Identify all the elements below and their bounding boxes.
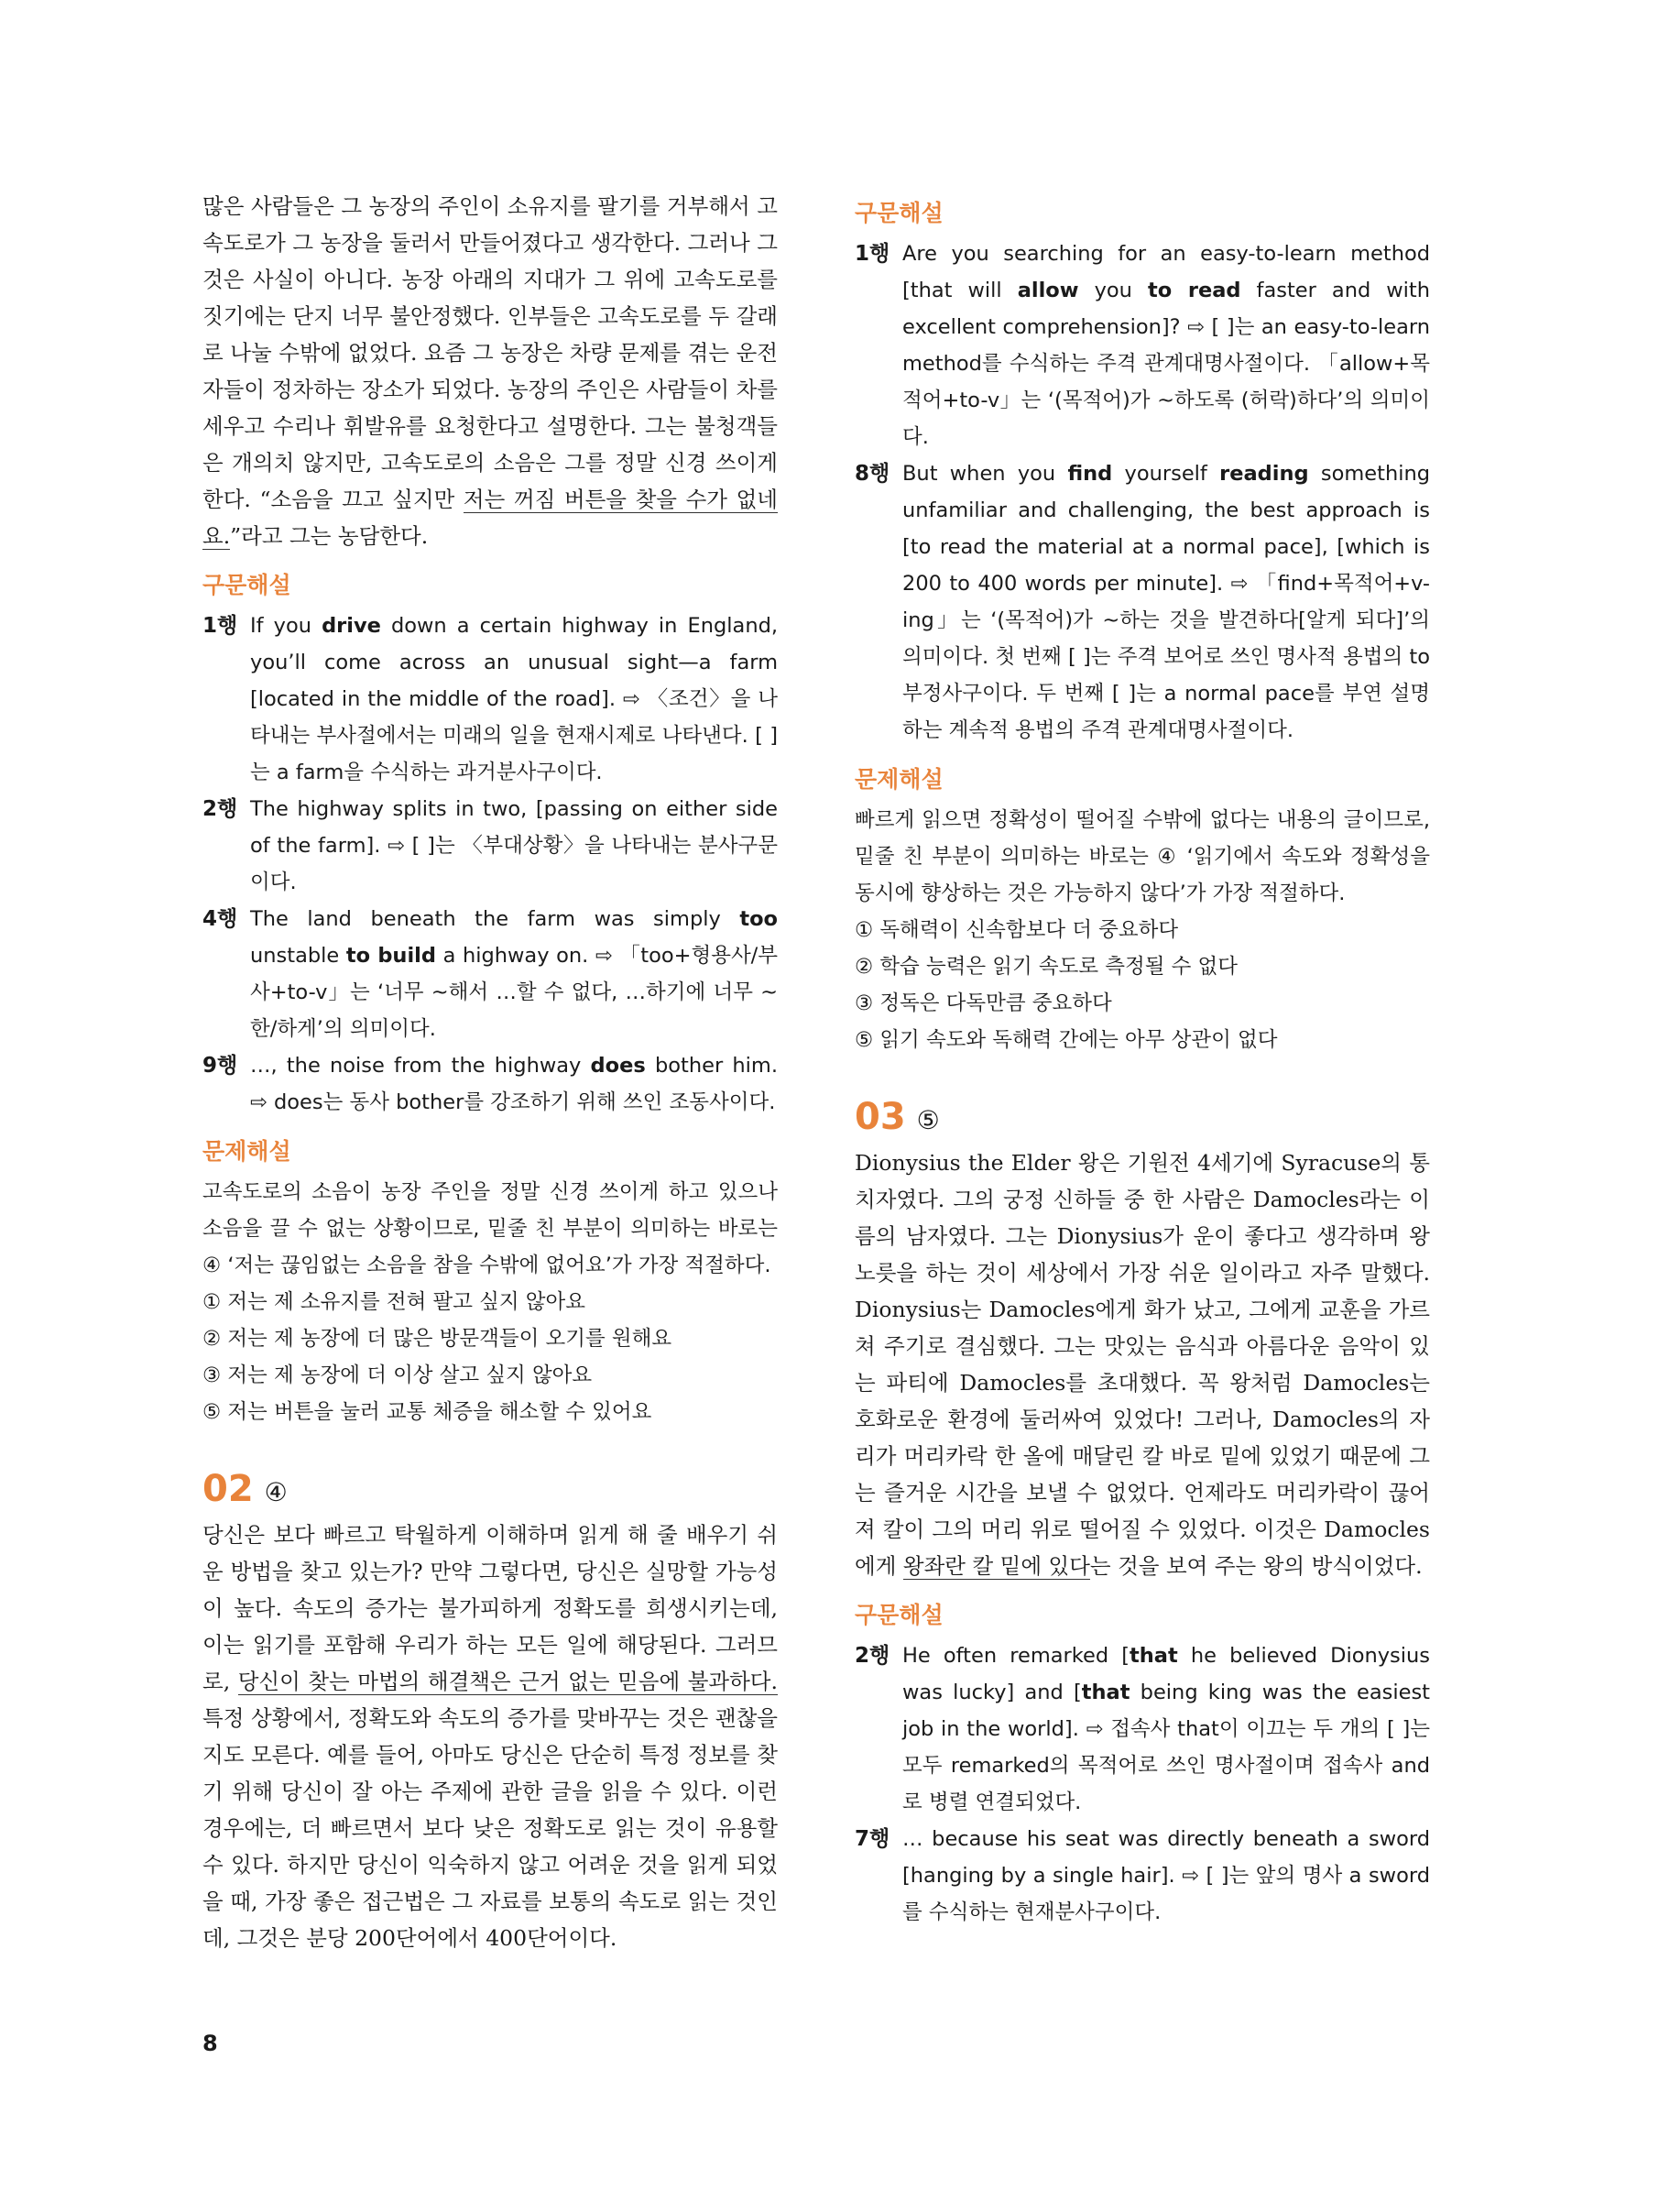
keyword: that <box>1081 1681 1130 1704</box>
grammar-note <box>202 791 778 901</box>
q02-problem-text: 빠르게 읽으면 정확성이 떨어질 수밖에 없다는 내용의 글이므로, 밑줄 친 부분이 의미하는 바로는 ④ ‘읽기에서 속도와 정확성을 동시에 향상하는 것은 가능하지 않다’가 가장 적절하다. <box>855 808 1430 905</box>
q03-grammar-title: 구문해설 <box>855 1602 944 1628</box>
grammar-note <box>202 901 778 1047</box>
q02-option-1: ① 독해력이 신속함보다 더 중요하다 <box>855 918 1179 942</box>
q01-grammar-title: 구문해설 <box>202 572 291 598</box>
right-column <box>855 188 1430 1931</box>
q01-problem-text: 고속도로의 소음이 농장 주인을 정말 신경 쓰이게 하고 있으나 소음을 끌 수 없는 상황이므로, 밑줄 친 부분이 의미하는 바로는 ④ ‘저는 끊임없는 소음을 참을 수밖에 없어요’가 가장 적절하다. <box>202 1180 778 1277</box>
note-fragment: Are you searching for an easy-to-learn method [that will <box>902 242 1430 302</box>
note-line-label: 2행 <box>202 797 238 821</box>
note-fragment: you <box>1078 279 1148 302</box>
q02-translation: 당신은 보다 빠르고 탁월하게 이해하며 읽게 해 줄 배우기 쉬운 방법을 찾고 있는가? 만약 그렇다면, 당신은 실망할 가능성이 높다. 속도의 증가는 불가피하게 정확도를 희생시키는데, 이는 읽기를 포함해 우리가 하는 모든 일에 해당된다. 그러므로, 당신이 찾는 마법의 해결책은 근거 없는 믿음에 불과하다. 특정 상황에서, 정확도와 속도의 증가를 맞바꾸는 것은 괜찮을지도 모른다. 예를 들어, 아마도 당신은 단순히 특정 정보를 찾기 위해 당신이 잘 아는 주제에 관한 글을 읽을 수 있다. 이런 경우에는, 더 빠르면서 보다 낮은 정확도로 읽는 것이 유용할 수 있다. 하지만 당신이 익숙하지 않고 어려운 것을 읽게 되었을 때, 가장 좋은 접근법은 그 자료를 보통의 속도로 읽는 것인데, 그것은 분당 200단어에서 400단어이다. <box>202 1522 778 1951</box>
q02-option-5: ⑤ 읽기 속도와 독해력 간에는 아무 상관이 없다 <box>855 1028 1278 1052</box>
q01-problem-title: 문제해설 <box>202 1138 291 1165</box>
q01-option-5: ⑤ 저는 버튼을 눌러 교통 체증을 해소할 수 있어요 <box>202 1400 652 1424</box>
note-line-label: 4행 <box>202 907 238 931</box>
note-line-label: 8행 <box>855 462 890 486</box>
keyword: allow <box>1017 279 1079 302</box>
note-line-label: 1행 <box>855 242 890 266</box>
q03-number: 03 <box>855 1096 906 1138</box>
note-text <box>250 608 778 791</box>
note-fragment: unstable <box>250 944 346 968</box>
underlined-phrase: 저는 꺼짐 버튼을 찾을 수가 없네요. <box>202 487 778 549</box>
q02-option-2: ② 학습 능력은 읽기 속도로 측정될 수 없다 <box>855 955 1238 979</box>
grammar-note <box>855 235 1430 455</box>
note-fragment: …, the noise from the highway <box>250 1054 591 1078</box>
grammar-note <box>202 1047 778 1121</box>
note-fragment: down a certain highway in England, you’ll come across an unusual sight—a farm [located in the middle of the road]. ⇨ 〈조건〉을 나타내는 부사절에서는 미래의 일을 현재시제로 나타낸다. [ ]는 a farm을 수식하는 과거분사구이다. <box>250 614 779 784</box>
keyword: drive <box>322 614 381 638</box>
q03-notes <box>855 1637 1430 1931</box>
note-fragment: he believed Dionysius was lucky] and [ <box>902 1644 1430 1704</box>
note-fragment: a highway on. ⇨ 「too+형용사/부사+to-v」는 ‘너무 ~해서 …할 수 없다, …하기에 너무 ~한/하게’의 의미이다. <box>250 944 778 1041</box>
grammar-note <box>855 1637 1430 1821</box>
note-text <box>902 235 1430 455</box>
note-fragment: If you <box>250 614 322 638</box>
note-fragment: … because his seat was directly beneath a sword [hanging by a single hair]. ⇨ [ ]는 앞의 명사 a sword를 수식하는 현재분사구이다. <box>902 1827 1430 1924</box>
q02-option-3: ③ 정독은 다독만큼 중요하다 <box>855 991 1112 1015</box>
note-text <box>250 1047 778 1121</box>
note-line-label: 1행 <box>202 614 238 638</box>
note-fragment: The highway splits in two, [passing on either side of the farm]. ⇨ [ ]는 〈부대상황〉을 나타내는 분사구문이다. <box>250 797 778 894</box>
q02-header <box>202 1467 778 1511</box>
note-fragment: faster and with excellent comprehension]? ⇨ [ ]는 an easy-to-learn method를 수식하는 주격 관계대명사절이다. 「allow+목적어+to-v」는 ‘(목적어)가 ~하도록 (허락)하다’의 의미이다. <box>902 279 1430 449</box>
keyword: find <box>1067 462 1113 486</box>
keyword: too <box>739 907 778 931</box>
grammar-note <box>855 1821 1430 1931</box>
q03-answer: ⑤ <box>916 1105 940 1135</box>
note-line-label: 9행 <box>202 1054 238 1078</box>
note-text <box>902 455 1430 749</box>
note-fragment: But when you <box>902 462 1068 486</box>
q02-number: 02 <box>202 1468 254 1510</box>
note-text <box>902 1821 1430 1931</box>
keyword: does <box>590 1054 646 1078</box>
q01-notes <box>202 608 778 1121</box>
keyword: reading <box>1219 462 1309 486</box>
q03-translation: Dionysius the Elder 왕은 기원전 4세기에 Syracuse의 통치자였다. 그의 궁정 신하들 중 한 사람은 Damocles라는 이름의 남자였다. 그는 Dionysius가 운이 좋다고 생각하며 왕 노릇을 하는 것이 세상에서 가장 쉬운 일이라고 자주 말했다. Dionysius는 Damocles에게 화가 났고, 그에게 교훈을 가르쳐 주기로 결심했다. 그는 맛있는 음식과 아름다운 음악이 있는 파티에 Damocles를 초대했다. 꼭 왕처럼 Damocles는 호화로운 환경에 둘러싸여 있었다! 그러나, Damocles의 자리가 머리카락 한 올에 매달린 칼 바로 밑에 있었기 때문에 그는 즐거운 시간을 보낼 수 없었다. 언제라도 머리카락이 끊어져 칼이 그의 머리 위로 떨어질 수 있었다. 이것은 Damocles에게 왕좌란 칼 밑에 있다는 것을 보여 주는 왕의 방식이었다. <box>855 1150 1430 1579</box>
underlined-phrase: 당신이 찾는 마법의 해결책은 근거 없는 믿음에 불과하다. <box>237 1669 778 1694</box>
note-fragment: something unfamiliar and challenging, the best approach is [to read the material at a normal pace], [which is 200 to 400 words per minute]. ⇨ 「find+목적어+v-ing」는 ‘(목적어)가 ~하는 것을 발견하다[알게 되다]’의 의미이다. 첫 번째 [ ]는 주격 보어로 쓰인 명사적 용법의 to부정사구이다. 두 번째 [ ]는 a normal pace를 부연 설명하는 계속적 용법의 주격 관계대명사절이다. <box>902 462 1431 742</box>
q02-answer: ④ <box>264 1477 288 1507</box>
note-fragment: bother him. ⇨ does는 동사 bother를 강조하기 위해 쓰인 조동사이다. <box>250 1054 778 1114</box>
q01-translation: 많은 사람들은 그 농장의 주인이 소유지를 팔기를 거부해서 고속도로가 그 농장을 둘러서 만들어졌다고 생각한다. 그러나 그것은 사실이 아니다. 농장 아래의 지대가 그 위에 고속도로를 짓기에는 단지 너무 불안정했다. 인부들은 고속도로를 두 갈래로 나눌 수밖에 없었다. 요즘 그 농장은 차량 문제를 겪는 운전자들이 정차하는 장소가 되었다. 농장의 주인은 사람들이 차를 세우고 수리나 휘발유를 요청한다고 설명한다. 그는 불청객들은 개의치 않지만, 고속도로의 소음은 그를 정말 신경 쓰이게 한다. “소음을 끄고 싶지만 저는 꺼짐 버튼을 찾을 수가 없네요.”라고 그는 농담한다. <box>202 193 778 549</box>
note-text <box>250 901 778 1047</box>
keyword: that <box>1130 1644 1178 1668</box>
note-fragment: The land beneath the farm was simply <box>250 907 740 931</box>
note-line-label: 7행 <box>855 1827 890 1851</box>
q01-option-1: ① 저는 제 소유지를 전혀 팔고 싶지 않아요 <box>202 1290 585 1314</box>
q03-header <box>855 1095 1430 1139</box>
q02-problem-title: 문제해설 <box>855 766 944 793</box>
note-text <box>902 1637 1430 1821</box>
q02-grammar-title: 구문해설 <box>855 200 944 226</box>
q01-option-3: ③ 저는 제 농장에 더 이상 살고 싶지 않아요 <box>202 1363 593 1387</box>
note-fragment: He often remarked [ <box>902 1644 1130 1668</box>
keyword: to build <box>345 944 436 968</box>
note-fragment: being king was the easiest job in the world]. ⇨ 접속사 that이 이끄는 두 개의 [ ]는 모두 remarked의 목적어로 쓰인 명사절이며 접속사 and로 병렬 연결되었다. <box>902 1681 1430 1814</box>
q02-notes <box>855 235 1430 749</box>
note-line-label: 2행 <box>855 1644 890 1668</box>
underlined-phrase: 왕좌란 칼 밑에 있다 <box>902 1553 1090 1579</box>
keyword: to read <box>1147 279 1241 302</box>
page-number: 8 <box>202 2031 218 2056</box>
left-column <box>202 188 778 1956</box>
grammar-note <box>855 455 1430 749</box>
note-fragment: yourself <box>1112 462 1220 486</box>
note-text <box>250 791 778 901</box>
grammar-note <box>202 608 778 791</box>
q01-option-2: ② 저는 제 농장에 더 많은 방문객들이 오기를 원해요 <box>202 1327 672 1351</box>
